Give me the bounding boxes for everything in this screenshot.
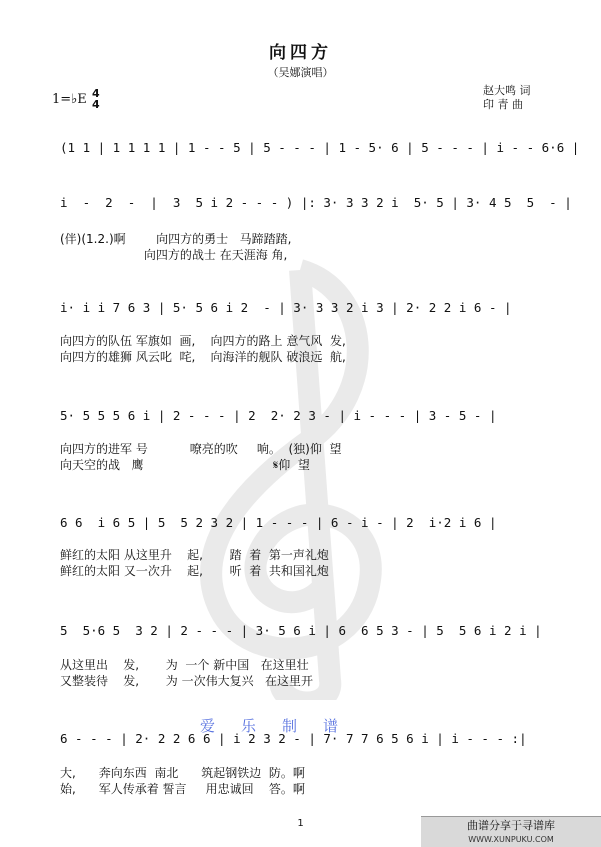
time-signature: [92, 88, 100, 110]
lyric-row-4a: 向四方的进军 号 嘹亮的吹 响。 (独)仰 望: [60, 442, 342, 456]
notation-row-6: 5 5·6 5 3 2 | 2 - - - | 3· 5 6 i | 6 6 5 3 - | 5 5 6 i 2 i |: [60, 623, 542, 638]
notation-row-4: 5· 5 5 5 6 i | 2 - - - | 2 2· 2 3 - | i - - - | 3 - 5 - |: [60, 408, 497, 423]
composer-credit: 印 青 曲: [483, 98, 523, 111]
notation-row-2: i - 2 - | 3 5 i 2 - - - ) |: 3· 3 3 2 i 5· 5 | 3· 4 5 5 - |: [60, 195, 572, 210]
credits: [483, 84, 531, 112]
meter-bottom: 4: [92, 98, 100, 111]
lyric-row-7b: 始, 军人传承着 誓言 用忠诚回 答。啊: [60, 782, 305, 796]
lyric-row-6b: 又整装待 发, 为 一次伟大复兴 在这里开: [60, 674, 314, 688]
lyric-row-4b: 向天空的战 鹰 𝄋仰 望: [60, 458, 310, 472]
song-title: 向四方: [269, 43, 332, 63]
lyric-row-7a: 大, 奔向东西 南北 筑起钢铁边 防。啊: [60, 766, 305, 780]
notation-row-7: 6 - - - | 2· 2 2 6 6 | i 2 3 2 - | 7· 7 7 6 5 6 i | i - - - :|: [60, 731, 527, 746]
lyric-row-2a: (伴)(1.2.)啊 向四方的勇士 马蹄踏踏,: [60, 232, 292, 246]
footer-banner[interactable]: [421, 816, 601, 847]
song-subtitle: （吴娜演唱）: [267, 66, 334, 79]
page-number: 1: [297, 818, 304, 829]
lyric-row-3a: 向四方的队伍 军旗如 画, 向四方的路上 意气风 发,: [60, 334, 346, 348]
lyric-row-2b: 向四方的战士 在天涯海 角,: [60, 248, 288, 262]
notation-row-1: (1 1 | 1 1 1 1 | 1 - - 5 | 5 - - - | 1 - 5· 6 | 5 - - - | i - - 6·6 |: [60, 140, 580, 155]
brand-watermark: 爱乐制谱: [200, 717, 365, 735]
lyric-row-6a: 从这里出 发, 为 一个 新中国 在这里壮: [60, 658, 309, 672]
meter-top: 4: [92, 87, 100, 100]
key-signature: 1=♭E: [52, 92, 87, 107]
lyricist-credit: 赵大鸣 词: [483, 84, 531, 97]
notation-row-5: 6 6 i 6 5 | 5 5 2 3 2 | 1 - - - | 6 - i - | 2 i·2 i 6 |: [60, 515, 497, 530]
footer-url[interactable]: WWW.XUNPUKU.COM: [468, 835, 554, 844]
lyric-row-5a: 鲜红的太阳 从这里升 起, 踏 着 第一声礼炮: [60, 548, 329, 562]
lyric-row-3b: 向四方的雄狮 风云叱 咤, 向海洋的舰队 破浪远 航,: [60, 350, 346, 364]
lyric-row-5b: 鲜红的太阳 又一次升 起, 听 着 共和国礼炮: [60, 564, 329, 578]
notation-row-3: i· i i 7 6 3 | 5· 5 6 i 2 - | 3· 3 3 2 i 3 | 2· 2 2 i 6 - |: [60, 300, 512, 315]
footer-text: 曲谱分享于寻谱库: [467, 819, 555, 832]
